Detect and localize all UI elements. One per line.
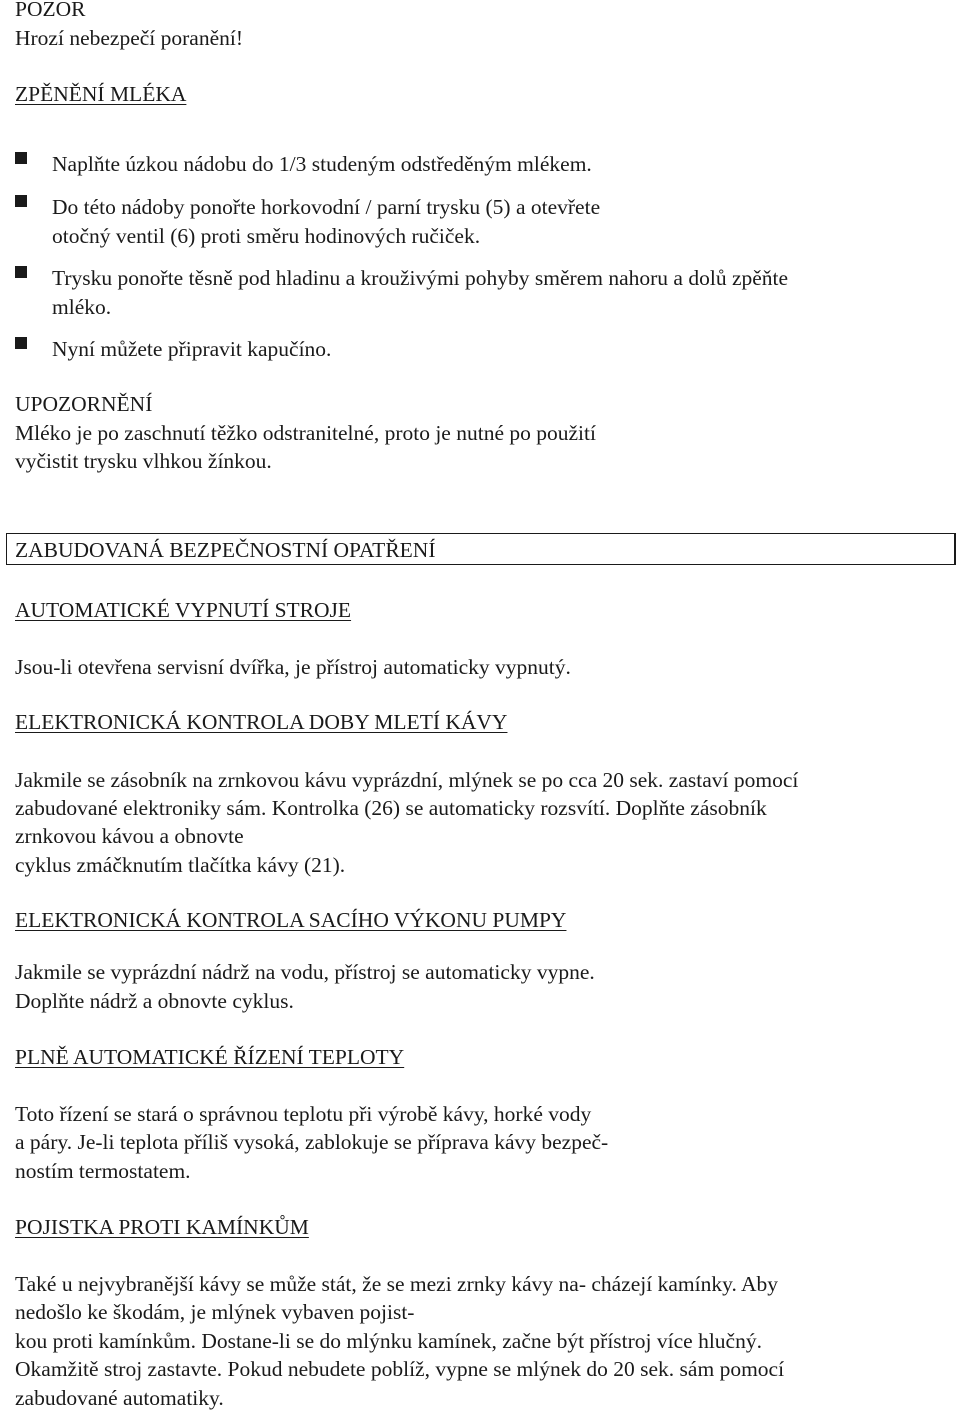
safety-heading: ZABUDOVANÁ BEZPEČNOSTNÍ OPATŘENÍ — [15, 538, 436, 562]
section-title: AUTOMATICKÉ VYPNUTÍ STROJE — [15, 598, 352, 622]
section-line: Jakmile se vyprázdní nádrž na vodu, přístroj se automaticky vypne. — [15, 960, 595, 984]
step-4: Nyní můžete připravit kapučíno. — [52, 337, 332, 361]
section-line: zrnkovou kávou a obnovte — [15, 824, 244, 848]
section-title: PLNĚ AUTOMATICKÉ ŘÍZENÍ TEPLOTY — [15, 1045, 405, 1069]
section-line: Toto řízení se stará o správnou teplotu při výrobě kávy, horké vody — [15, 1102, 592, 1126]
section-line: Jakmile se zásobník na zrnkovou kávu vyprázdní, mlýnek se po cca 20 sek. zastaví pomocí — [15, 768, 799, 792]
froth-heading: ZPĚNĚNÍ MLÉKA — [15, 82, 187, 106]
section-line: cyklus zmáčknutím tlačítka kávy (21). — [15, 853, 346, 877]
step-3-line-1: Trysku ponořte těsně pod hladinu a krouživými pohyby směrem nahoru a dolů zpěňte — [52, 266, 789, 290]
notice-line: Mléko je po zaschnutí těžko odstranitelné, proto je nutné po použití — [15, 421, 596, 445]
bullet-square-icon — [15, 337, 27, 349]
pozor-text: Hrozí nebezpečí poranění! — [15, 26, 244, 50]
section-line: a páry. Je-li teplota příliš vysoká, zablokuje se příprava kávy bezpeč- — [15, 1130, 609, 1154]
section-title: ELEKTRONICKÁ KONTROLA DOBY MLETÍ KÁVY — [15, 710, 508, 734]
section-title: ELEKTRONICKÁ KONTROLA SACÍHO VÝKONU PUMPY — [15, 908, 567, 932]
section-line: nedošlo ke škodám, je mlýnek vybaven pojist- — [15, 1300, 415, 1324]
section-line: kou proti kamínkům. Dostane-li se do mlýnku kamínek, začne být přístroj více hlučný. — [15, 1329, 762, 1353]
bullet-square-icon — [15, 266, 27, 278]
section-line: Okamžitě stroj zastavte. Pokud nebudete poblíž, vypne se mlýnek do 20 sek. sám pomocí — [15, 1357, 785, 1381]
step-2-line-1: Do této nádoby ponořte horkovodní / parní trysku (5) a otevřete — [52, 195, 601, 219]
step-3-line-2: mléko. — [52, 295, 112, 319]
bullet-square-icon — [15, 152, 27, 164]
section-line: Jsou-li otevřena servisní dvířka, je přístroj automaticky vypnutý. — [15, 655, 571, 679]
step-1: Naplňte úzkou nádobu do 1/3 studeným odstředěným mlékem. — [52, 152, 592, 176]
section-line: nostím termostatem. — [15, 1159, 191, 1183]
notice-line: vyčistit trysku vlhkou žínkou. — [15, 449, 272, 473]
step-2-line-2: otočný ventil (6) proti směru hodinových ručiček. — [52, 224, 481, 248]
section-title: POJISTKA PROTI KAMÍNKŮM — [15, 1215, 309, 1239]
section-line: zabudované elektroniky sám. Kontrolka (26) se automaticky rozsvítí. Doplňte zásobník — [15, 796, 767, 820]
pozor-title: POZOR — [15, 0, 86, 21]
bullet-square-icon — [15, 195, 27, 207]
notice-title: UPOZORNĚNÍ — [15, 392, 153, 416]
section-line: zabudované automatiky. — [15, 1386, 224, 1410]
section-line: Doplňte nádrž a obnovte cyklus. — [15, 989, 294, 1013]
section-line: Také u nejvybranější kávy se může stát, že se mezi zrnky kávy na- cházejí kamínky. Aby — [15, 1272, 779, 1296]
